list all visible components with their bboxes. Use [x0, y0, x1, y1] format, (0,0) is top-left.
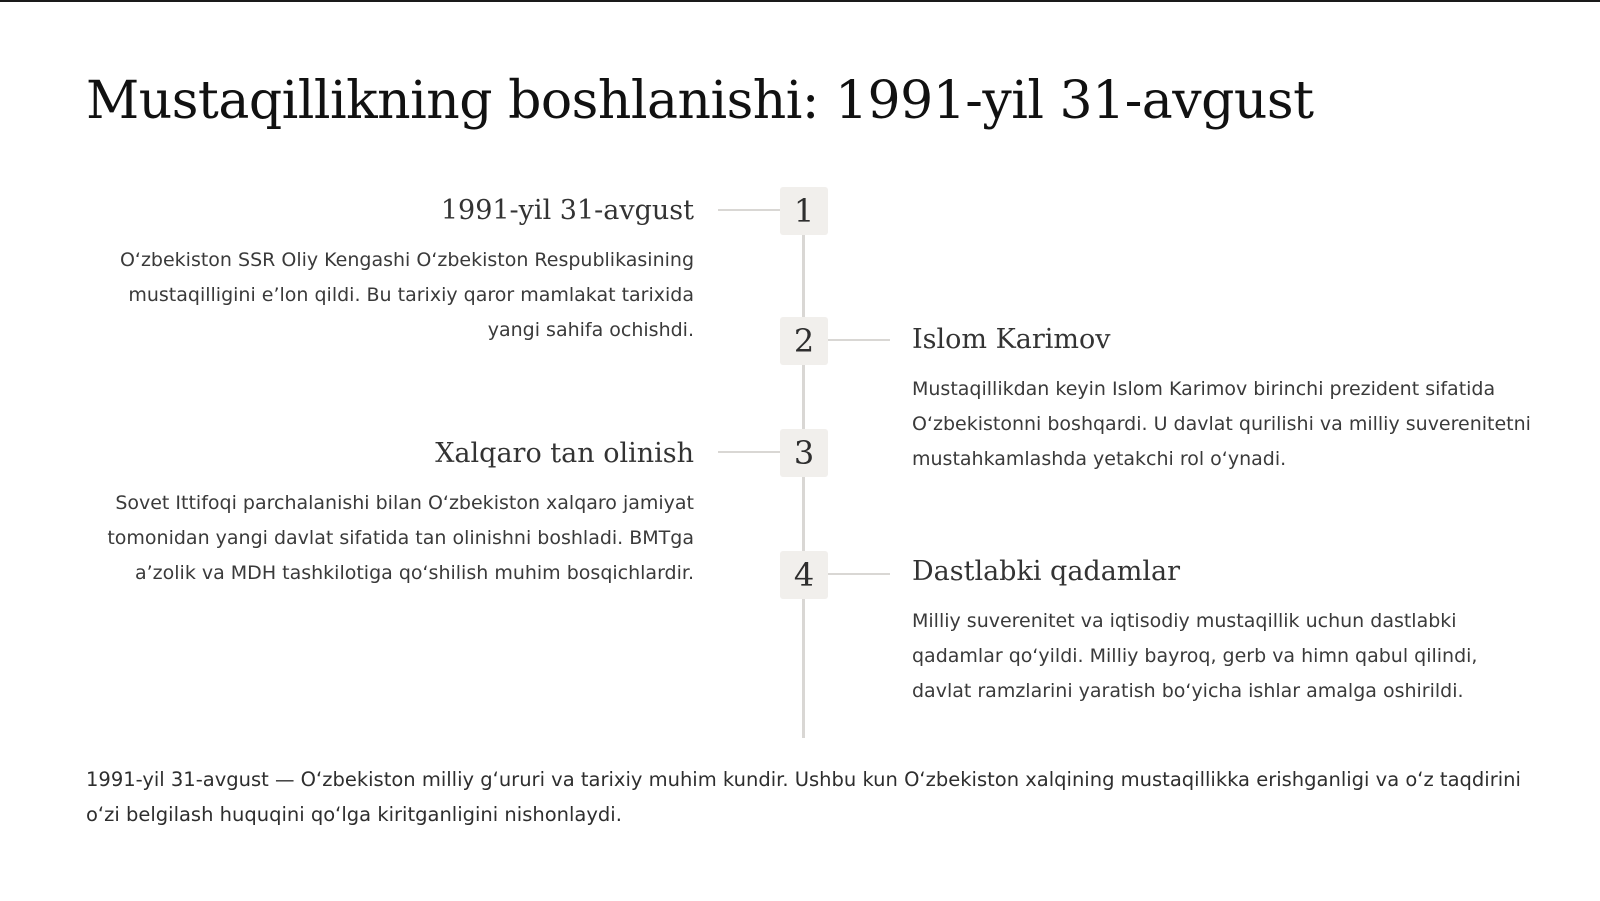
event-description: Mustaqillikdan keyin Islom Karimov birinchi prezident sifatida O‘zbekistonni boshqardi. U davlat qurilishi va milliy suverenitetni mustahkamlashda yetakchi rol o‘ynadi.: [912, 378, 1531, 470]
event-title: Dastlabki qadamlar: [912, 556, 1181, 587]
timeline-connector: [828, 339, 890, 341]
top-border: [0, 0, 1600, 2]
timeline-connector: [828, 573, 890, 575]
timeline-marker-4: 4: [780, 551, 828, 599]
event-description: Milliy suverenitet va iqtisodiy mustaqillik uchun dastlabki qadamlar qo‘yildi. Milliy bayroq, gerb va himn qabul qilindi, davlat ramzlarini yaratish bo‘yicha ishlar amalga oshirildi.: [912, 610, 1478, 702]
timeline-event-2: [912, 322, 1532, 477]
footer-note: 1991-yil 31-avgust — O‘zbekiston milliy g‘ururi va tarixiy muhim kundir. Ushbu kun O‘zbekiston xalqining mustaqillikka erishganligi va o‘z taqdirini o‘zi belgilash huquqini qo‘lga kiritganligini nishonlaydi.: [86, 768, 1521, 826]
timeline-axis: [802, 232, 805, 738]
timeline-marker-3: 3: [780, 429, 828, 477]
timeline-marker-2: 2: [780, 317, 828, 365]
timeline-connector: [718, 209, 780, 211]
timeline-marker-1: 1: [780, 187, 828, 235]
timeline-event-3: [84, 436, 694, 591]
event-title: Xalqaro tan olinish: [435, 438, 694, 469]
event-title: 1991-yil 31-avgust: [440, 195, 694, 226]
event-description: Sovet Ittifoqi parchalanishi bilan O‘zbekiston xalqaro jamiyat tomonidan yangi davlat sifatida tan olinishni boshladi. BMTga a’zolik va MDH tashkilotiga qo‘shilish muhim bosqichlardir.: [107, 492, 694, 584]
timeline-event-4: [912, 554, 1532, 709]
timeline-connector: [718, 451, 780, 453]
timeline-event-1: [84, 193, 694, 348]
page-title: Mustaqillikning boshlanishi: 1991-yil 31-avgust: [86, 71, 1314, 131]
event-title: Islom Karimov: [912, 324, 1111, 355]
event-description: O‘zbekiston SSR Oliy Kengashi O‘zbekiston Respublikasining mustaqilligini e’lon qildi. Bu tarixiy qaror mamlakat tarixida yangi sahifa ochishdi.: [119, 249, 694, 341]
